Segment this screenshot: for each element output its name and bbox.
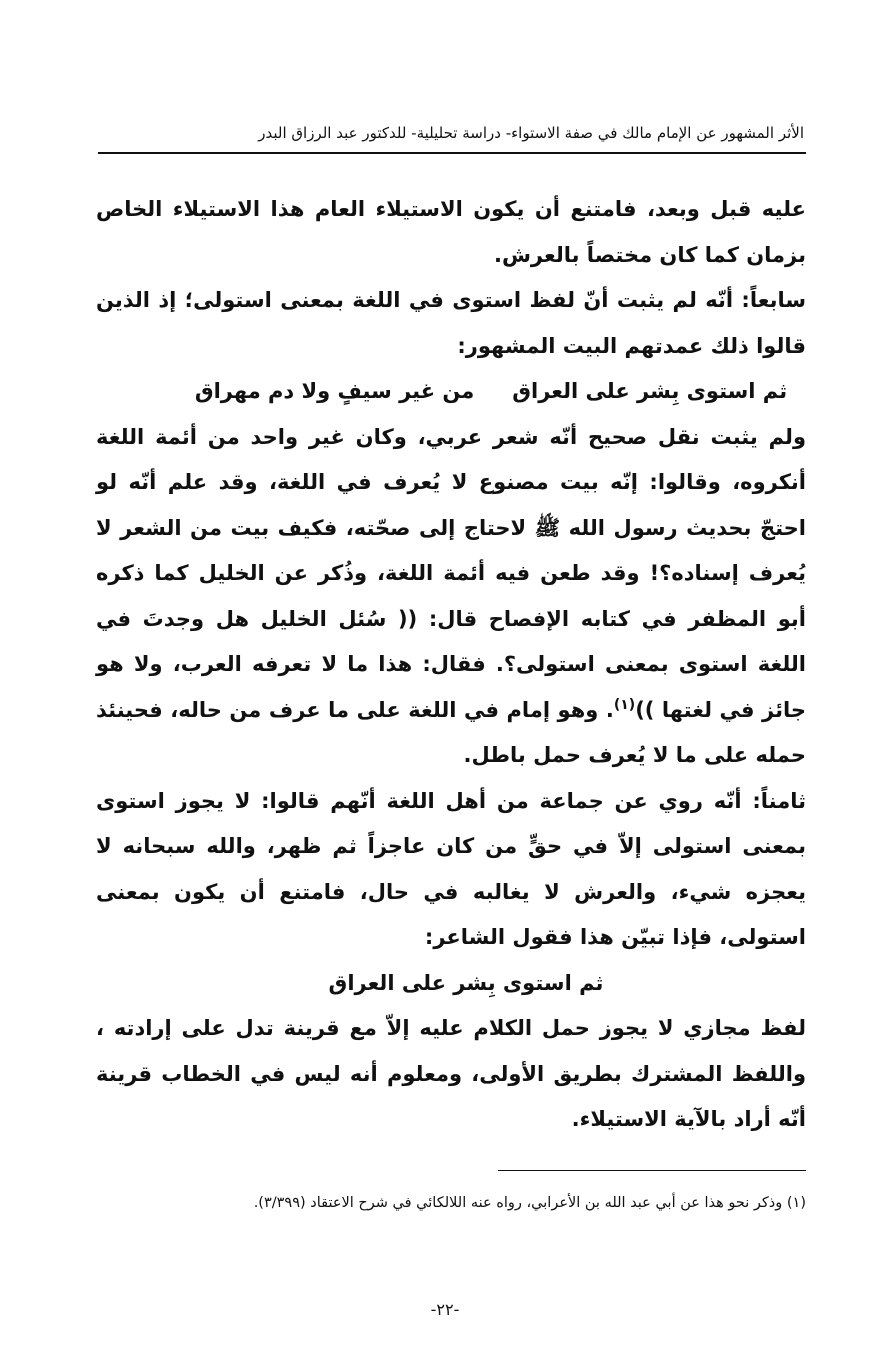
header-rule	[98, 152, 806, 154]
footnote-reference[interactable]: (١)	[613, 696, 636, 713]
verse-second-hemistich: من غير سيفٍ ولا دم مهراق	[194, 379, 475, 403]
page-number: -٢٢-	[430, 1300, 460, 1319]
footnote: (١) وذكر نحو هذا عن أبي عبد الله بن الأعرابي، رواه عنه اللالكائي في شرح الاعتقاد (٣/٣٩٩).	[253, 1195, 806, 1211]
paragraph-3-tail: . وهو إمام في اللغة على ما عرف من حاله، فحينئذ حمله على ما لا يُعرف حمل باطل.	[96, 697, 806, 767]
main-text	[96, 187, 806, 1143]
running-header: الأثر المشهور عن الإمام مالك في صفة الاستواء- دراسة تحليلية- للدكتور عبد الرزاق البدر	[258, 124, 804, 142]
paragraph-4: ثامناً: أنّه روي عن جماعة من أهل اللغة أنّهم قالوا: لا يجوز استوى بمعنى استولى إلاّ في حقٍّ من كان عاجزاً ثم ظهر، والله سبحانه لا يعجزه شيء، والعرش لا يغالبه في حال، فامتنع أن يكون بمعنى استولى، فإذا تبيّن هذا فقول الشاعر:	[96, 788, 806, 949]
paragraph-1: عليه قبل وبعد، فامتنع أن يكون الاستيلاء العام هذا الاستيلاء الخاص بزمان كما كان مختصاً بالعرش.	[96, 197, 806, 267]
paragraph-5: لفظ مجازي لا يجوز حمل الكلام عليه إلاّ مع قرينة تدل على إرادته ، واللفظ المشترك بطريق الأولى، ومعلوم أنه ليس في الخطاب قرينة أنّه أراد بالآية الاستيلاء.	[96, 1016, 806, 1131]
paragraph-3-main: ولم يثبت نقل صحيح أنّه شعر عربي، وكان غير واحد من أئمة اللغة أنكروه، وقالوا: إنّه بيت مصنوع لا يُعرف في اللغة، وقد علم أنّه لو احتجّ بحديث رسول الله ﷺ لاحتاج إلى صحّته، فكيف بيت من الشعر لا يُعرف إسناده؟! وقد طعن فيه أئمة اللغة، وذُكر عن الخليل كما ذكره أبو المظفر في كتابه الإفصاح قال: (( سُئل الخليل هل وجدتَ في اللغة استوى بمعنى استولى؟. فقال: هذا ما لا تعرفه العرب، ولا هو جائز في لغتها ))	[96, 424, 806, 722]
verse-line-2: ثم استوى بِشر على العراق	[328, 970, 604, 995]
paragraph-3	[96, 415, 806, 779]
verse-line-1	[96, 369, 806, 415]
footnote-rule	[498, 1170, 806, 1171]
paragraph-2: سابعاً: أنّه لم يثبت أنّ لفظ استوى في اللغة بمعنى استولى؛ إذ الذين قالوا ذلك عمدتهم البيت المشهور:	[96, 288, 806, 358]
verse-first-hemistich: ثم استوى بِشر على العراق	[512, 379, 788, 403]
